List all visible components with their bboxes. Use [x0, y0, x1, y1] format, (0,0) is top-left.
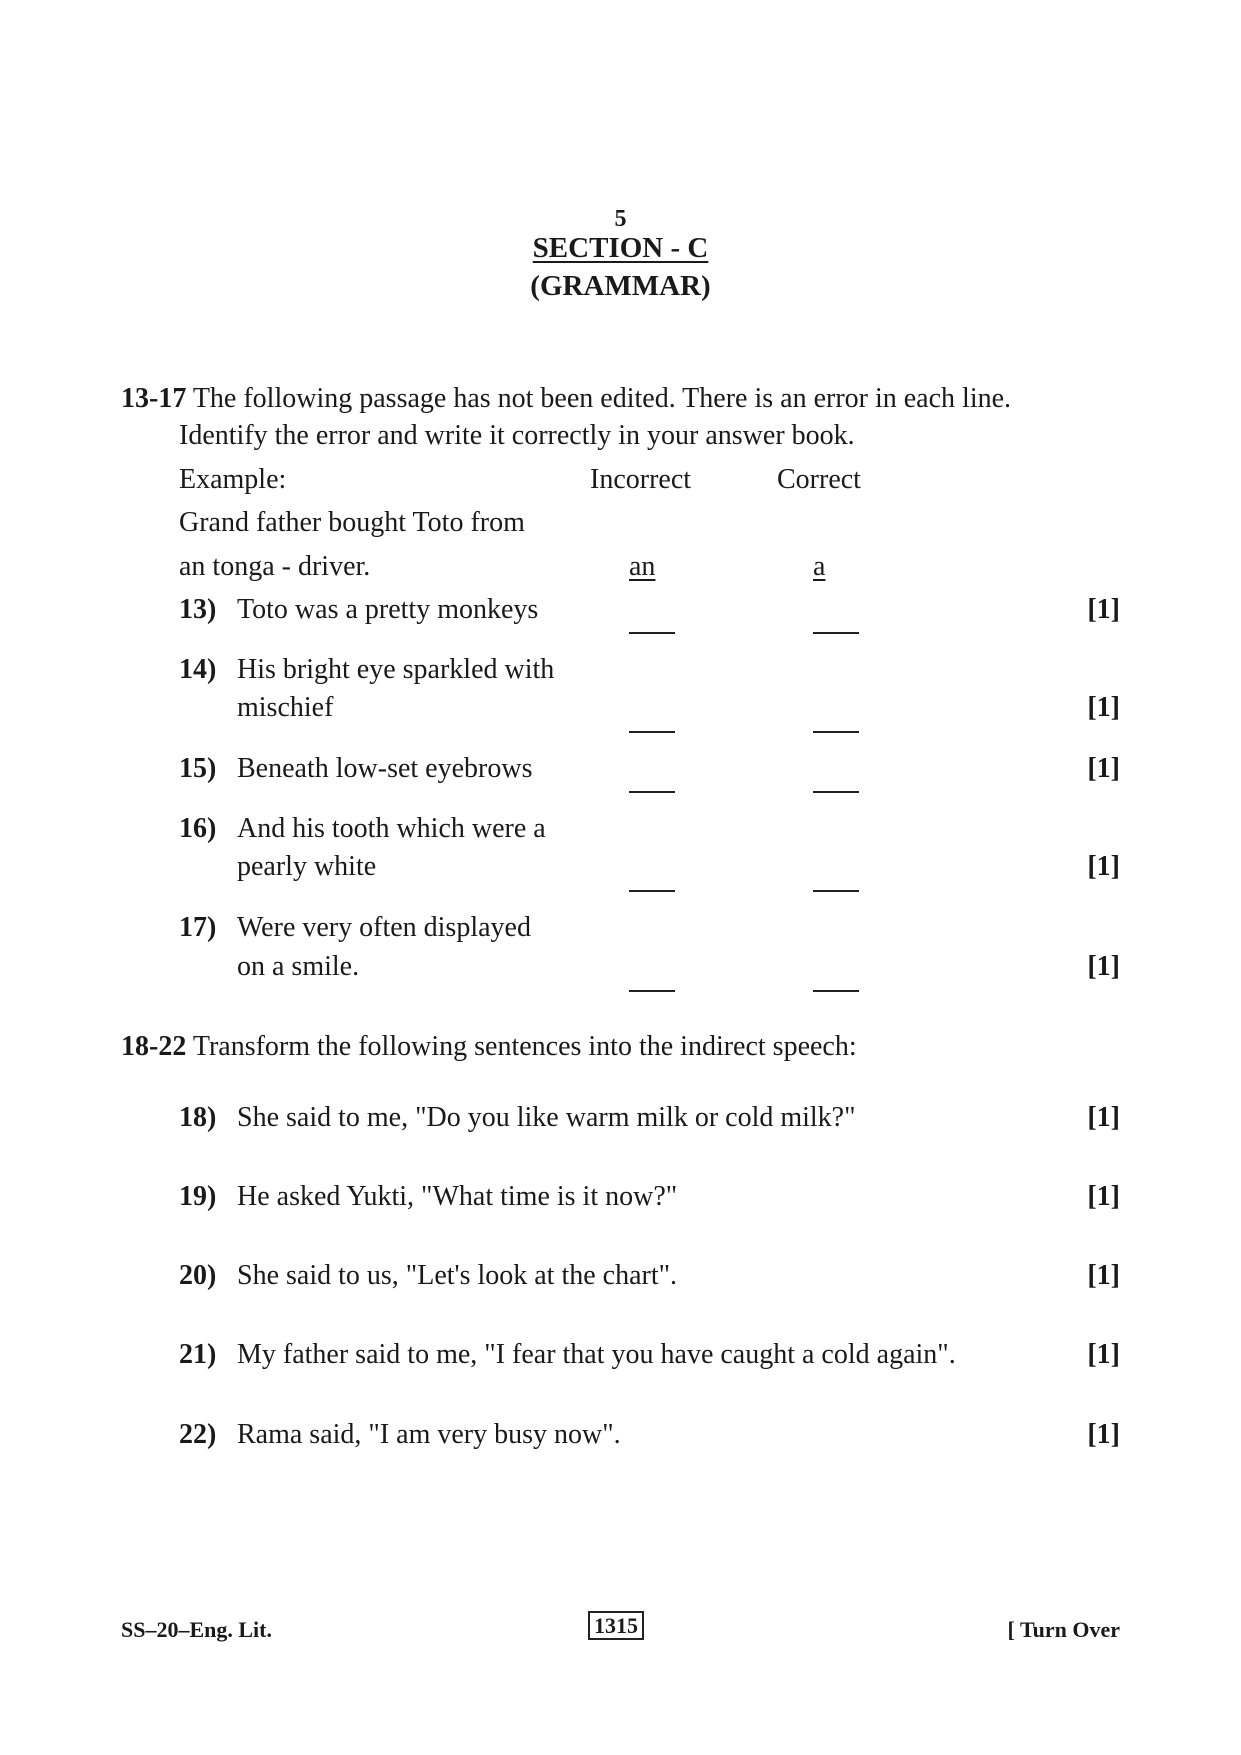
- footer-turn-over: [ Turn Over: [1007, 1617, 1120, 1642]
- question-14-incorrect-blank: [629, 720, 675, 738]
- page-number: 5: [614, 206, 627, 232]
- column-incorrect-header: Incorrect: [590, 464, 692, 495]
- question-20-text: She said to us, "Let's look at the chart".: [237, 1260, 678, 1291]
- question-16-text-line1: And his tooth which were a: [237, 813, 546, 844]
- footer-page-code: [588, 1613, 644, 1639]
- question-17-correct-blank: [813, 979, 859, 997]
- question-18-marks: [1]: [1087, 1102, 1120, 1133]
- question-18-number: 18): [179, 1102, 217, 1133]
- footer-page-code-box: 1315: [588, 1611, 644, 1640]
- q18-22-number: 18-22: [121, 1031, 187, 1062]
- question-21-marks: [1]: [1087, 1339, 1120, 1370]
- question-15-number: 15): [179, 753, 217, 784]
- question-13-number: 13): [179, 594, 217, 625]
- question-17-text-line1: Were very often displayed: [237, 912, 531, 943]
- question-16-marks: [1]: [1087, 851, 1120, 882]
- question-16-correct-blank: [813, 879, 859, 897]
- question-16-number: 16): [179, 813, 217, 844]
- section-title: [0, 232, 1241, 265]
- question-16-text-line2: pearly white: [237, 851, 377, 882]
- example-label: Example:: [179, 464, 287, 495]
- q13-17-number: 13-17: [121, 383, 187, 414]
- q18-22-instruction: [121, 1030, 857, 1064]
- question-22-marks: [1]: [1087, 1419, 1120, 1450]
- footer-paper-code: SS–20–Eng. Lit.: [121, 1617, 272, 1642]
- example-incorrect-word: an: [629, 551, 656, 582]
- question-19-marks: [1]: [1087, 1181, 1120, 1212]
- question-15-incorrect-blank: [629, 780, 675, 798]
- column-correct-header: Correct: [777, 464, 861, 495]
- question-21-text: My father said to me, "I fear that you have caught a cold again".: [237, 1339, 956, 1370]
- q13-17-instruction-line1: [121, 382, 1011, 416]
- question-17-incorrect-blank: [629, 979, 675, 997]
- question-15-correct-blank: [813, 780, 859, 798]
- question-19-text: He asked Yukti, "What time is it now?": [237, 1181, 678, 1212]
- question-22-text: Rama said, "I am very busy now".: [237, 1419, 621, 1450]
- q13-17-instruction-text: The following passage has not been edited. There is an error in each line.: [192, 383, 1012, 414]
- question-20-number: 20): [179, 1260, 217, 1291]
- question-14-marks: [1]: [1087, 692, 1120, 723]
- question-18-text: She said to me, "Do you like warm milk or cold milk?": [237, 1102, 856, 1133]
- question-14-text-line1: His bright eye sparkled with: [237, 654, 555, 685]
- question-22-number: 22): [179, 1419, 217, 1450]
- example-line1: Grand father bought Toto from: [179, 507, 525, 538]
- question-16-incorrect-blank: [629, 879, 675, 897]
- example-correct-word: a: [813, 551, 826, 582]
- example-line2: an tonga - driver.: [179, 551, 371, 582]
- question-14-correct-blank: [813, 720, 859, 738]
- question-21-number: 21): [179, 1339, 217, 1370]
- question-17-marks: [1]: [1087, 951, 1120, 982]
- question-13-correct-blank: [813, 621, 859, 639]
- question-13-marks: [1]: [1087, 594, 1120, 625]
- section-title-text: SECTION - C: [532, 232, 709, 264]
- question-17-text-line2: on a smile.: [237, 951, 360, 982]
- q18-22-instruction-text: Transform the following sentences into the indirect speech:: [192, 1031, 857, 1062]
- question-17-number: 17): [179, 912, 217, 943]
- section-subtitle: (GRAMMAR): [530, 270, 711, 302]
- question-20-marks: [1]: [1087, 1260, 1120, 1291]
- question-19-number: 19): [179, 1181, 217, 1212]
- question-13-text: Toto was a pretty monkeys: [237, 594, 539, 625]
- q13-17-instruction-line2: Identify the error and write it correctly in your answer book.: [179, 420, 855, 451]
- question-14-number: 14): [179, 654, 217, 685]
- question-13-incorrect-blank: [629, 621, 675, 639]
- question-15-marks: [1]: [1087, 753, 1120, 784]
- question-14-text-line2: mischief: [237, 692, 334, 723]
- question-15-text: Beneath low-set eyebrows: [237, 753, 533, 784]
